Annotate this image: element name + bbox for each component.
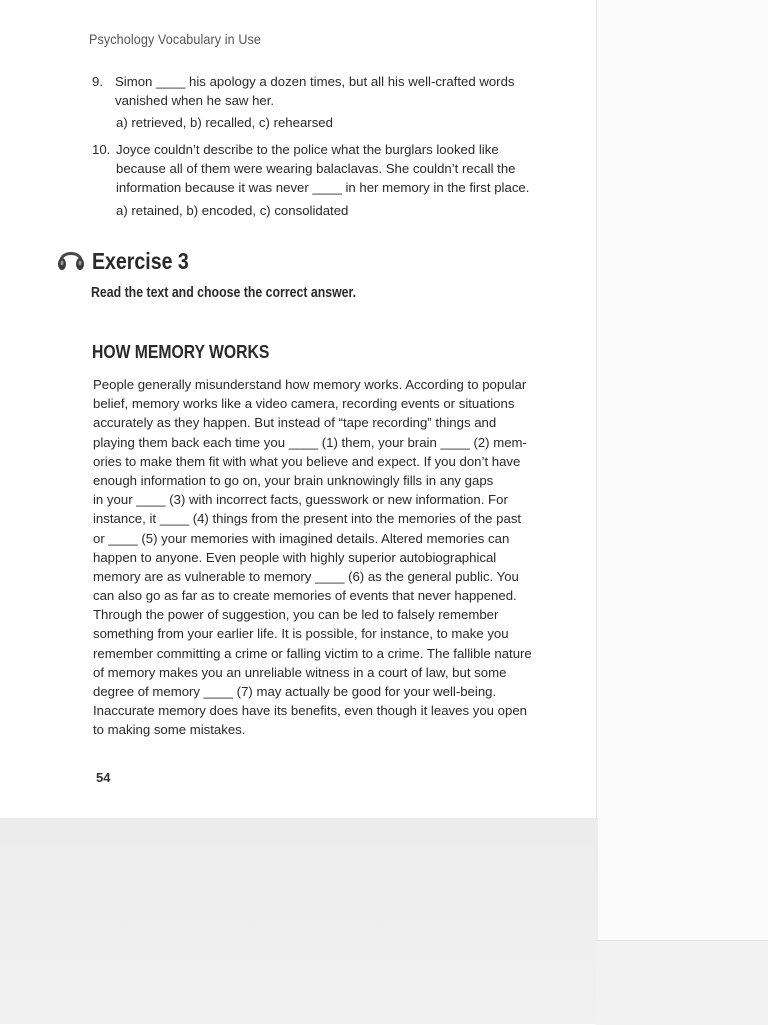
exercise-title: Exercise 3 [92, 248, 189, 274]
passage-line: ories to make them fit with what you believe and expect. If you don’t have [93, 453, 521, 469]
scanner-background [0, 818, 598, 1024]
passage-line: accurately as they happen. But instead of “tape recording” things and [93, 415, 497, 431]
passage-line: to making some mistakes. [93, 722, 246, 738]
facing-page-edge [596, 0, 768, 940]
passage-line: can also go as far as to create memories of events that never happened. [93, 588, 517, 604]
passage-line: remember committing a crime or falling victim to a crime. The fallible nature [93, 645, 532, 661]
question-line: Simon ____ his apology a dozen times, but all his well-crafted words [115, 74, 515, 89]
question-number: 9. [92, 74, 103, 89]
exercise-instruction: Read the text and choose the correct answer. [91, 285, 357, 301]
passage-line: enough information to go on, your brain unknowingly fills in any gaps [93, 472, 494, 488]
scanner-background-corner [596, 940, 768, 1025]
question-line: vanished when he saw her. [115, 93, 275, 108]
passage-line: happen to anyone. Even people with highly superior autobiographical [93, 549, 497, 565]
passage-line: instance, it ____ (4) things from the present into the memories of the past [93, 511, 522, 527]
question-line: Joyce couldn’t describe to the police what the burglars looked like [116, 142, 499, 157]
exercise-heading [56, 245, 206, 278]
passage-line: belief, memory works like a video camera, recording events or situations [93, 396, 515, 412]
passage-line: Through the power of suggestion, you can be led to falsely remember [93, 607, 499, 623]
question-line: information because it was never ____ in her memory in the first place. [116, 180, 530, 195]
passage-line: playing them back each time you ____ (1) them, your brain ____ (2) mem- [93, 434, 527, 450]
passage-line: of memory makes you an unreliable witness in a court of law, but some [93, 664, 507, 680]
passage-line: or ____ (5) your memories with imagined details. Altered memories can [93, 530, 510, 546]
passage-line: memory are as vulnerable to memory ____ (6) as the general public. You [93, 568, 519, 584]
question-line: because all of them were wearing balaclavas. She couldn’t recall the [116, 161, 516, 176]
question-10-options: a) retained, b) encoded, c) consolidated [116, 203, 349, 218]
running-header: Psychology Vocabulary in Use [89, 31, 262, 47]
question-number: 10. [92, 142, 111, 157]
passage-line: Inaccurate memory does have its benefits, even though it leaves you open [93, 703, 527, 719]
passage-title: HOW MEMORY WORKS [92, 341, 270, 362]
question-9-options: a) retrieved, b) recalled, c) rehearsed [116, 115, 333, 130]
headphones-icon [56, 245, 86, 278]
passage-line: in your ____ (3) with incorrect facts, guesswork or new information. For [93, 492, 508, 508]
passage-line: People generally misunderstand how memory works. According to popular [93, 377, 527, 392]
passage-line: degree of memory ____ (7) may actually be good for your well-being. [93, 684, 497, 699]
passage-text [93, 375, 583, 740]
passage-line: something from your earlier life. It is possible, for instance, to make you [93, 626, 509, 642]
page-number: 54 [96, 770, 111, 785]
